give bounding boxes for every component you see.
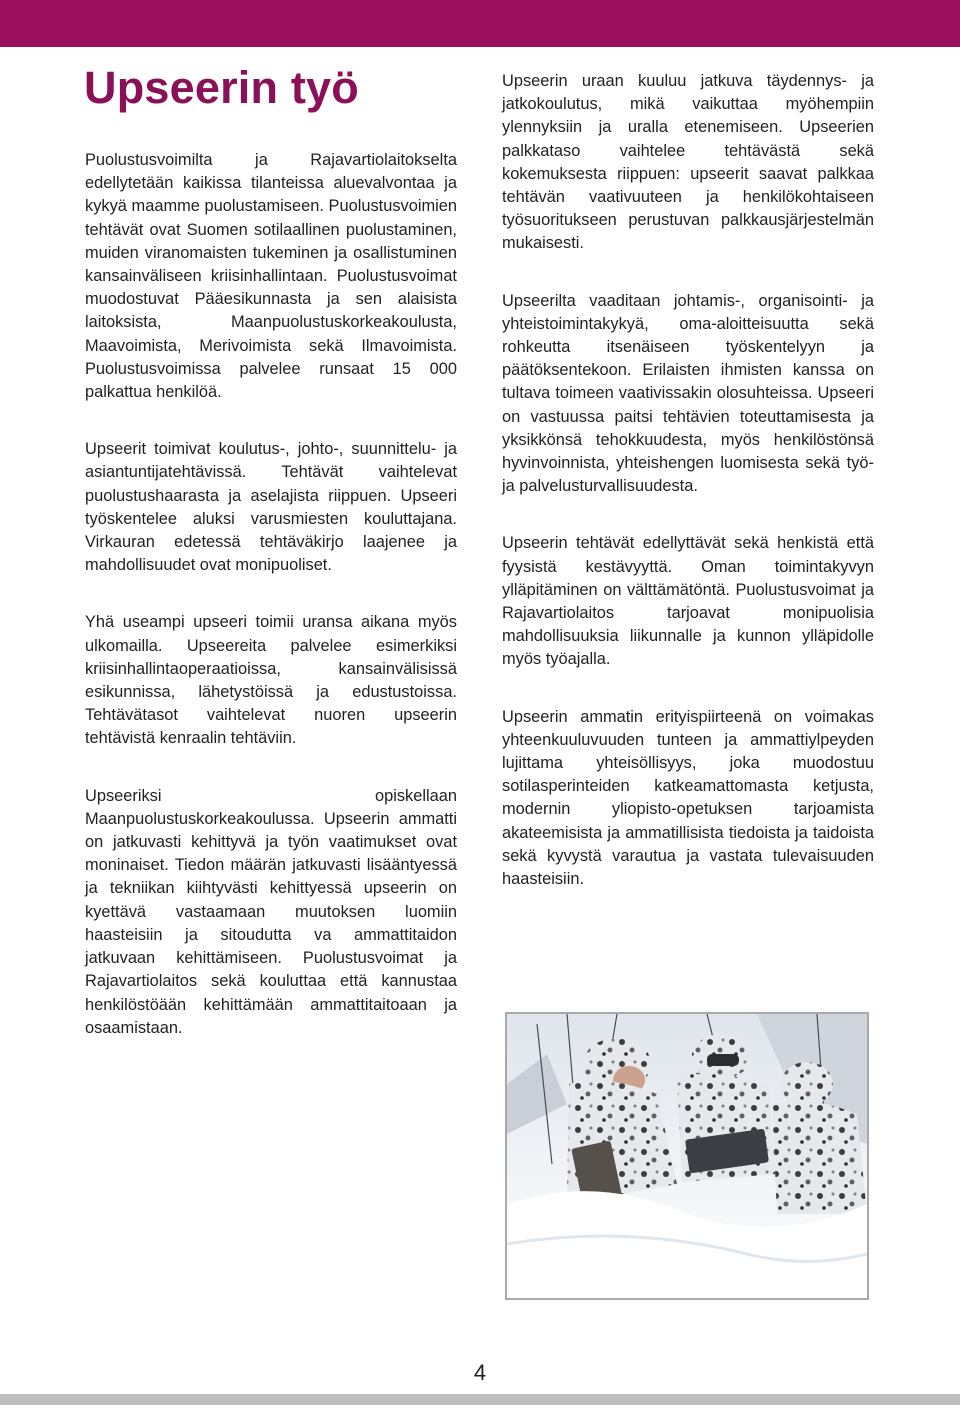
page-number: 4 — [473, 1360, 487, 1385]
top-color-bar — [0, 0, 960, 47]
paragraph: Upseerit toimivat koulutus-, johto-, suunnittelu- ja asiantuntijatehtävissä. Tehtävät vaihtelevat puolustushaarasta ja aselajista riippuen. Upseeri työskentelee aluksi varusmiesten kouluttajana. Virkauran edetessä tehtäväkirjo laajenee ja mahdollisuudet ovat monipuoliset. — [85, 440, 457, 575]
page-title: Upseerin työ — [84, 62, 359, 113]
bottom-gray-bar — [0, 1394, 960, 1405]
right-text-column — [502, 70, 874, 925]
paragraph: Upseerilta vaaditaan johtamis-, organisointi- ja yhteistoimintakykyä, oma-aloitteisuutta sekä rohkeutta itsenäiseen työskentelyyn ja päätöksentekoon. Erilaisten ihmisten kanssa on tultava toimeen vaativissakin olosuhteissa. Upseeri on vastuussa paitsi tehtävien toteuttamisesta ja yksikkönsä tehokkuudesta, myös henkilöstönsä hyvinvoinnista, yhteishengen luomisesta sekä työ- ja palvelusturvallisuudesta. — [502, 291, 874, 496]
paragraph: Upseerin uraan kuuluu jatkuva täydennys- ja jatkokoulutus, mikä vaikuttaa myöhempiin ylennyksiin ja uralla etenemiseen. Upseerien palkkataso vaihtelee tehtävästä sekä kokemuksesta riippuen: upseerit saavat palkkaa tehtävän vaativuuteen ja henkilökohtaiseen työsuoritukseen perustuvan palkkausjärjestelmän mukaisesti. — [502, 72, 874, 253]
paragraph: Upseerin ammatin erityispiirteenä on voimakas yhteenkuuluvuuden tunteen ja ammattiylpeyden lujittama yhteisöllisyys, joka muodostuu sotilasperinteiden katkeamattomasta ketjusta, modernin yliopisto-opetuksen tarjoamista akateemisista ja ammatillisista tiedoista ja taidoista sekä kyvystä varautua ja vastata tulevaisuuden haasteisiin. — [502, 707, 874, 889]
paragraph: Yhä useampi upseeri toimii uransa aikana myös ulkomailla. Upseereita palvelee esimerkiksi kriisinhallintaoperaatioissa, kansainvälisissä esikunnissa, lähetystöissä ja edustustoissa. Tehtävätasot vaihtelevat nuoren upseerin tehtävistä kenraalin tehtäviin. — [85, 613, 457, 748]
paragraph: Upseerin tehtävät edellyttävät sekä henkistä että fyysistä kestävyyttä. Oman toimintakyvyn ylläpitäminen on välttämätöntä. Puolustusvoimat ja Rajavartiolaitos tarjoavat monipuolisia mahdollisuuksia liikunnalle ja kunnon ylläpidolle myös työajalla. — [502, 534, 874, 669]
soldiers-in-snow-photo — [505, 1012, 869, 1300]
paragraph: Upseeriksi opiskellaan Maanpuolustuskorkeakoulussa. Upseerin ammatti on jatkuvasti kehittyvä ja työn vaatimukset ovat moninaiset. Tiedon määrän jatkuvasti lisääntyessä ja tekniikan kiihtyvästi kehittyessä upseerin on kyettävä vastaamaan muutoksen luomiin haasteisiin ja sitoudutta va ammattitaidon jatkuvaan kehittämiseen. Puolustusvoimat ja Rajavartiolaitos sekä kouluttaa että kannustaa henkilöstöään kehittämään ammattitaitoaan ja osaamistaan. — [85, 786, 457, 1037]
left-text-column — [85, 149, 457, 1074]
paragraph: Puolustusvoimilta ja Rajavartiolaitokselta edellytetään kaikissa tilanteissa aluevalvontaa ja kykyä maamme puolustamiseen. Puolustusvoimien tehtävät ovat Suomen sotilaallinen puolustaminen, muiden viranomaisten tukeminen ja osallistuminen kansainväliseen kriisinhallintaan. Puolustusvoimat muodostuvat Pääesikunnasta ja sen alaisista laitoksista, Maanpuolustuskorkeakoulusta, Maavoimista, Merivoimista sekä Ilmavoimista. Puolustusvoimissa palvelee runsaat 15 000 palkattua henkilöä. — [85, 151, 457, 402]
photo-illustration — [507, 1014, 867, 1298]
